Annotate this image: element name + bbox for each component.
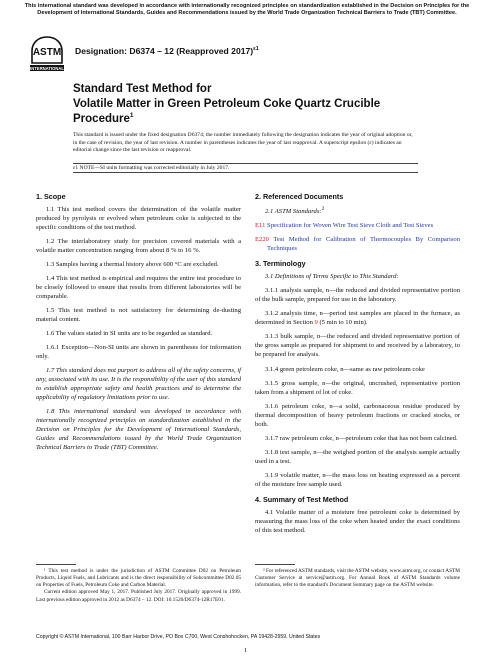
para-3-1-4: 3.1.4 green petroleum coke, n—same as raw petroleum coke [265,365,425,373]
svg-text:ASTM: ASTM [32,47,62,58]
e220-code[interactable]: E220 [255,236,269,244]
para-4-1: 4.1 Volatile matter of a moisture free petroleum coke is determined by measuring the mass loss of the coke when heated under the exact conditions of this test method. [255,508,460,534]
right-column [255,188,460,541]
footnote-1-text: ¹ This test method is under the jurisdiction of ASTM Committee D02 on Petroleum Products, Liquid Fuels, and Lubricants and is the direct responsibility of Subcommittee D02.05 on Properties of Fuels, Petroleum Coke and Carbon Material. [36,568,241,589]
para-1-5: 1.5 This test method is not satisfactory for determining de-dusting material content. [36,307,241,324]
e11-code[interactable]: E11 [255,222,266,230]
footnote-mark-2: 2 [321,205,325,212]
issuance-note: This standard is issued under the fixed designation D6374; the number immediately following the designation indicates the year of original adoption or, in the case of revision, the year of last revision. A number in parentheses indicates the year of last reapproval. A superscript epsilon (ε) indicates an editorial change since the last revision or reapproval. [73,132,413,154]
para-3-1-5: 3.1.5 gross sample, n—the original, uncrushed, representative portion taken from a shipment of lot of coke. [255,379,460,396]
para-3-1: 3.1 Definitions of Terms Specific to This Standard: [265,273,399,281]
para-1-3: 1.3 Samples having a thermal history above 600 °C are excluded. [46,260,219,268]
title-line-1: Standard Test Method for [73,83,212,95]
para-1-1: 1.1 This test method covers the determination of the volatile matter produced by pyrolysis or evolved when petroleum coke is subjected to the specific conditions of the test method. [36,205,241,231]
para-3-1-2-tail: (5 min to 10 min). [317,319,368,327]
footnote-1 [36,568,241,604]
para-3-1-7: 3.1.7 raw petroleum coke, n—petroleum coke that has not been calcined. [265,434,458,442]
footnote-1-edition: Current edition approved May 1, 2017. Published July 2017. Originally approved in 1999. Last previous edition approved in 2012 as D6374 – 12. DOI: 10.1520/D6374-12R17E01. [36,589,241,603]
page-number: 1 [244,647,248,654]
para-1-4: 1.4 This test method is empirical and requires the entire test procedure to be closely followed to ensure that results from different laboratories will be comparable. [36,275,241,300]
footnote-rule-right [255,564,295,565]
designation [75,46,259,56]
para-3-1-6: 3.1.6 petroleum coke, n—a solid, carbonaceous residue produced by thermal decomposition of heavy petroleum fractions or cracked stocks, or both. [255,402,460,428]
para-1-8: 1.8 This international standard was developed in accordance with internationally recognized principles on standardization established in the Decision on Principles for the Development of International Standards, Guides and Recommendations issued by the World Trade Organization Technical Barriers to Trade (TBT) Committee. [36,408,241,452]
para-3-1-9: 3.1.9 volatile matter, n—the mass loss on heating expressed as a percent of the moisture free sample used. [255,472,460,488]
designation-epsilon: ε1 [253,46,259,53]
para-3-1-2 [255,310,460,328]
para-3-1-2-text: 3.1.2 analysis time, n—period test samples are placed in the furnace, as determined in Section [255,310,460,327]
footnote-2 [255,568,460,589]
title-footnote-mark: 1 [129,112,134,120]
scope-heading: 1. Scope [36,192,66,201]
para-1-6-1: 1.6.1 Exception—Non-SI units are shown in parentheses for information only. [36,344,241,361]
footnote-rule-left [36,564,76,565]
terminology-heading: 3. Terminology [255,259,306,269]
summary-heading: 4. Summary of Test Method [255,495,349,505]
left-column [36,188,241,458]
para-3-1-1: 3.1.1 analysis sample, n—the reduced and divided representative portion of the bulk sample, prepared for use in the laboratory. [255,287,460,304]
title-line-2: Volatile Matter in Green Petroleum Coke Quartz Crucible Procedure [73,97,381,125]
referenced-documents-heading: 2. Referenced Documents [255,192,344,201]
section-9-link[interactable]: 9 [314,319,318,327]
para-1-2: 1.2 The interlaboratory study for precision covered materials with a volatile matter concentration ranging from about 8 % to 16 %. [36,237,241,254]
para-1-7: 1.7 This standard does not purport to address all of the safety concerns, if any, associated with its use. It is the responsibility of the user of this standard to establish appropriate safety and health practices and to determine the applicability of regulatory limitations prior to use. [36,367,241,402]
international-notice: This international standard was developed in accordance with internationally recognized principles on standardization established in the Decision on Principles for the Development of International Standards, Guides and Recommendations issued by the World Trade Organization Technical Barriers to Trade (TBT) Committee. [24,3,470,17]
astm-logo [30,36,64,76]
logo-text: INTERNATIONAL [30,65,64,71]
copyright-line: Copyright © ASTM International, 100 Barr Harbor Drive, PO Box C700, West Conshohocken, PA 19428-2959. United States [36,634,321,640]
e220-title[interactable]: Test Method for Calibration of Thermocouples By Comparison Techniques [267,236,460,253]
footnote-2-text: ² For referenced ASTM standards, visit the ASTM website, www.astm.org, or contact ASTM Customer Service at service@astm.org. For Annual Book of ASTM Standards volume information, refer to the standard's Document Summary page on the ASTM website. [255,568,460,589]
reference-e11[interactable] [255,222,460,231]
para-1-6: 1.6 The values stated in SI units are to be regarded as standard. [46,330,213,338]
editorial-note: ε1 NOTE—SI units formatting was corrected editorially in July 2017. [73,163,418,173]
para-2-1: 2.1 ASTM Standards: [265,207,322,215]
reference-e220[interactable] [255,236,460,254]
para-3-1-3: 3.1.3 bulk sample, n—the reduced and divided representative portion of the gross sample as prepared for shipment to and received by a laboratory, to be prepared for analysis. [255,333,460,359]
para-3-1-8: 3.1.8 test sample, n—the weighed portion of the analysis sample actually used in a test. [255,448,460,465]
document-title [73,82,403,127]
e11-title[interactable]: Specification for Woven Wire Test Sieve Cloth and Test Sieves [267,222,434,230]
designation-text: Designation: D6374 – 12 (Reapproved 2017) [75,46,254,56]
